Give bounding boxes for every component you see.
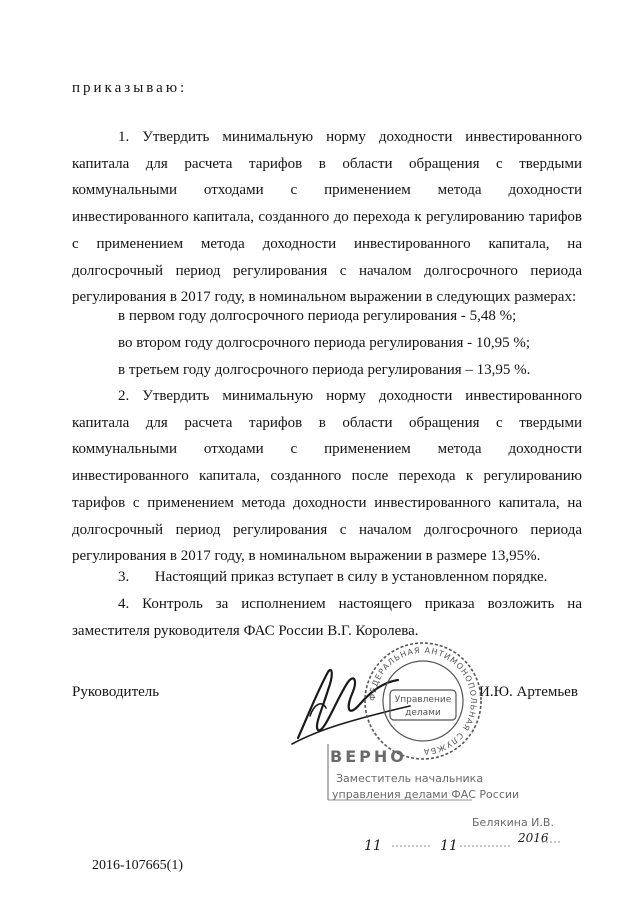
svg-text:11: 11	[440, 838, 458, 854]
svg-text:Заместитель начальника: Заместитель начальника	[336, 772, 484, 785]
certification-stamp	[322, 738, 572, 858]
paragraph-3	[118, 564, 547, 591]
signatory-name: И.Ю. Артемьев	[479, 684, 578, 700]
paragraph-4: 4. Контроль за исполнением настоящего приказа возложить на заместителя руководителя ФАС России В.Г. Королева.	[72, 596, 582, 639]
svg-text:ФЕДЕРАЛЬНАЯ АНТИМОНОПОЛЬНАЯ СЛ: ФЕДЕРАЛЬНАЯ АНТИМОНОПОЛЬНАЯ СЛУЖБА	[367, 645, 479, 757]
svg-text:11: 11	[364, 838, 382, 854]
svg-text:Управление: Управление	[394, 695, 452, 705]
svg-text:2016: 2016	[518, 831, 549, 845]
svg-text:делами: делами	[405, 708, 441, 718]
paragraph-1: 1. Утвердить минимальную норму доходности инвестированного капитала для расчета тарифов в области обращения с твердыми коммунальными отходами с применением метода доходности инвестированного капитала, созданного до перехода к регулированию тарифов с применением метода доходности инвестированного капитала, на долгосрочный период регулирования с началом долгосрочного периода регулирования в 2017 году, в номинальном выражении в следующих размерах:	[72, 129, 582, 306]
svg-text:управления делами ФАС России: управления делами ФАС России	[332, 788, 520, 801]
document-number: 2016-107665(1)	[92, 858, 183, 873]
paragraph-1-line-3: в третьем году долгосрочного периода регулирования – 13,95 %.	[118, 362, 531, 378]
intro-order-word: приказываю:	[72, 80, 188, 96]
paragraph-3-text: Настоящий приказ вступает в силу в установленном порядке.	[154, 569, 548, 585]
paragraph-3-number: 3.	[118, 569, 130, 585]
signatory-position: Руководитель	[72, 684, 160, 700]
svg-text:Белякина И.В.: Белякина И.В.	[472, 816, 554, 829]
paragraph-1-line-1: в первом году долгосрочного периода регулирования - 5,48 %;	[118, 308, 517, 324]
paragraph-1-line-2: во втором году долгосрочного периода регулирования - 10,95 %;	[118, 335, 531, 351]
svg-text:ВЕРНО: ВЕРНО	[330, 747, 407, 766]
paragraph-2: 2. Утвердить минимальную норму доходности инвестированного капитала для расчета тарифов в области обращения с твердыми коммунальными отходами с применением метода доходности инвестированного капитала, созданного после перехода к регулированию тарифов с применением метода доходности инвестированного капитала, на долгосрочный период регулирования с началом долгосрочного периода регулирования в 2017 году, в номинальном выражении в размере 13,95%.	[72, 388, 582, 565]
